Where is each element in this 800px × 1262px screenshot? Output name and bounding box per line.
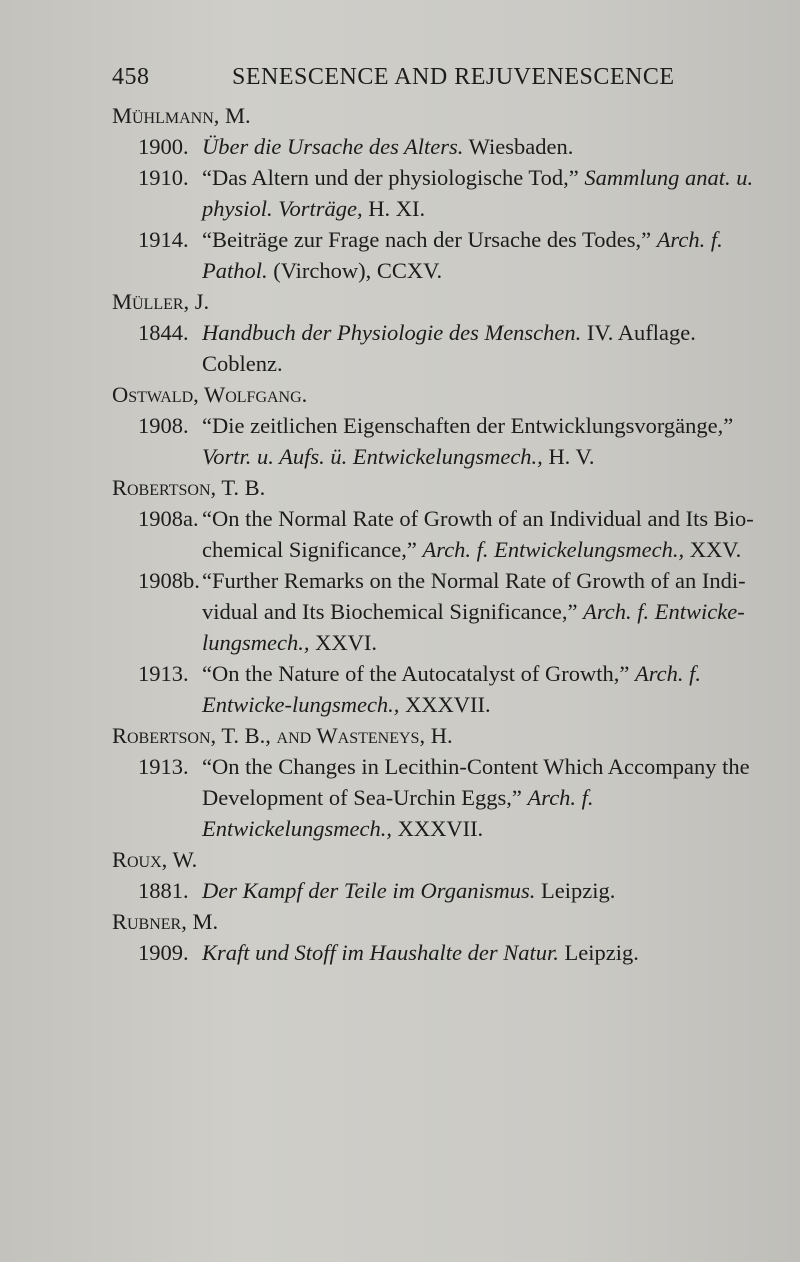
reference-year: 1914. — [138, 227, 189, 252]
reference-year: 1881. — [138, 878, 189, 903]
reference-source: Arch. f. Entwicke-lungsmech., — [202, 661, 702, 717]
author-name: Roux, W. — [112, 847, 198, 872]
reference-year: 1909. — [138, 940, 189, 965]
reference-text: XXXVII. — [399, 692, 491, 717]
author-name: Müller, J. — [112, 289, 210, 314]
reference-text: “On the Nature of the Autocatalyst of Growth,” — [202, 661, 635, 686]
reference-source: Der Kampf der Teile im Organismus. — [202, 878, 536, 903]
reference-entry — [112, 937, 772, 968]
author-name: Robertson, T. B. — [112, 475, 266, 500]
reference-text: H. V. — [542, 444, 595, 469]
reference-year: 1900. — [138, 134, 189, 159]
reference-source: Vortr. u. Aufs. ü. Entwickelungsmech., — [202, 444, 543, 469]
reference-year: 1913. — [138, 754, 189, 779]
reference-text: XXV. — [684, 537, 742, 562]
reference-text: Leipzig. — [535, 878, 616, 903]
reference-entry — [112, 317, 772, 379]
running-title: SENESCENCE AND REJUVENESCENCE — [232, 64, 675, 90]
page-number: 458 — [112, 64, 150, 90]
reference-year: 1908. — [138, 413, 189, 438]
reference-text: “Das Altern und der physiologische Tod,” — [202, 165, 585, 190]
reference-text: (Virchow), CCXV. — [267, 258, 443, 283]
reference-text: “Further Remarks on the Normal Rate of Growth of an Indi-vidual and Its Biochemical Significance,” — [202, 568, 746, 624]
reference-entry — [112, 131, 772, 162]
reference-text: Leipzig. — [558, 940, 639, 965]
reference-source: Arch. f. Pathol. — [202, 227, 723, 283]
reference-entry — [112, 658, 772, 720]
reference-entry — [112, 162, 772, 224]
author-name: Mühlmann, M. — [112, 103, 251, 128]
reference-entry — [112, 565, 772, 658]
reference-source: Arch. f. Entwicke-lungsmech., — [202, 599, 745, 655]
author-name: Rubner, M. — [112, 909, 219, 934]
reference-entry — [112, 224, 772, 286]
reference-source: Arch. f. Entwickelungsmech., — [202, 785, 594, 841]
bibliography-list — [112, 100, 772, 968]
reference-entry — [112, 410, 772, 472]
reference-text: H. XI. — [362, 196, 426, 221]
reference-text: “Beiträge zur Frage nach der Ursache des Todes,” — [202, 227, 657, 252]
reference-entry — [112, 503, 772, 565]
reference-source: Arch. f. Entwickelungsmech., — [422, 537, 685, 562]
reference-text: “On the Changes in Lecithin-Content Which Accompany the Development of Sea-Urchin Eggs,” — [202, 754, 750, 810]
reference-year: 1844. — [138, 320, 189, 345]
reference-source: Handbuch der Physiologie des Menschen. — [202, 320, 582, 345]
reference-text: “Die zeitlichen Eigenschaften der Entwicklungsvorgänge,” — [202, 413, 734, 438]
reference-text: Wiesbaden. — [463, 134, 574, 159]
reference-year: 1910. — [138, 165, 189, 190]
reference-text: IV. Auflage. Coblenz. — [202, 320, 696, 376]
reference-year: 1908a. — [138, 506, 199, 531]
reference-text: XXXVII. — [391, 816, 484, 841]
reference-year: 1908b. — [138, 568, 200, 593]
reference-source: Über die Ursache des Alters. — [202, 134, 464, 159]
author-name: Ostwald, Wolfgang. — [112, 382, 308, 407]
reference-text: XXVI. — [309, 630, 377, 655]
reference-text: “On the Normal Rate of Growth of an Individual and Its Bio-chemical Significance,” — [202, 506, 754, 562]
reference-entry — [112, 751, 772, 844]
reference-source: Kraft und Stoff im Haushalte der Natur. — [202, 940, 559, 965]
reference-entry — [112, 875, 772, 906]
reference-year: 1913. — [138, 661, 189, 686]
reference-source: Sammlung anat. u. physiol. Vorträge, — [202, 165, 754, 221]
author-name: Robertson, T. B., and Wasteneys, H. — [112, 723, 453, 748]
